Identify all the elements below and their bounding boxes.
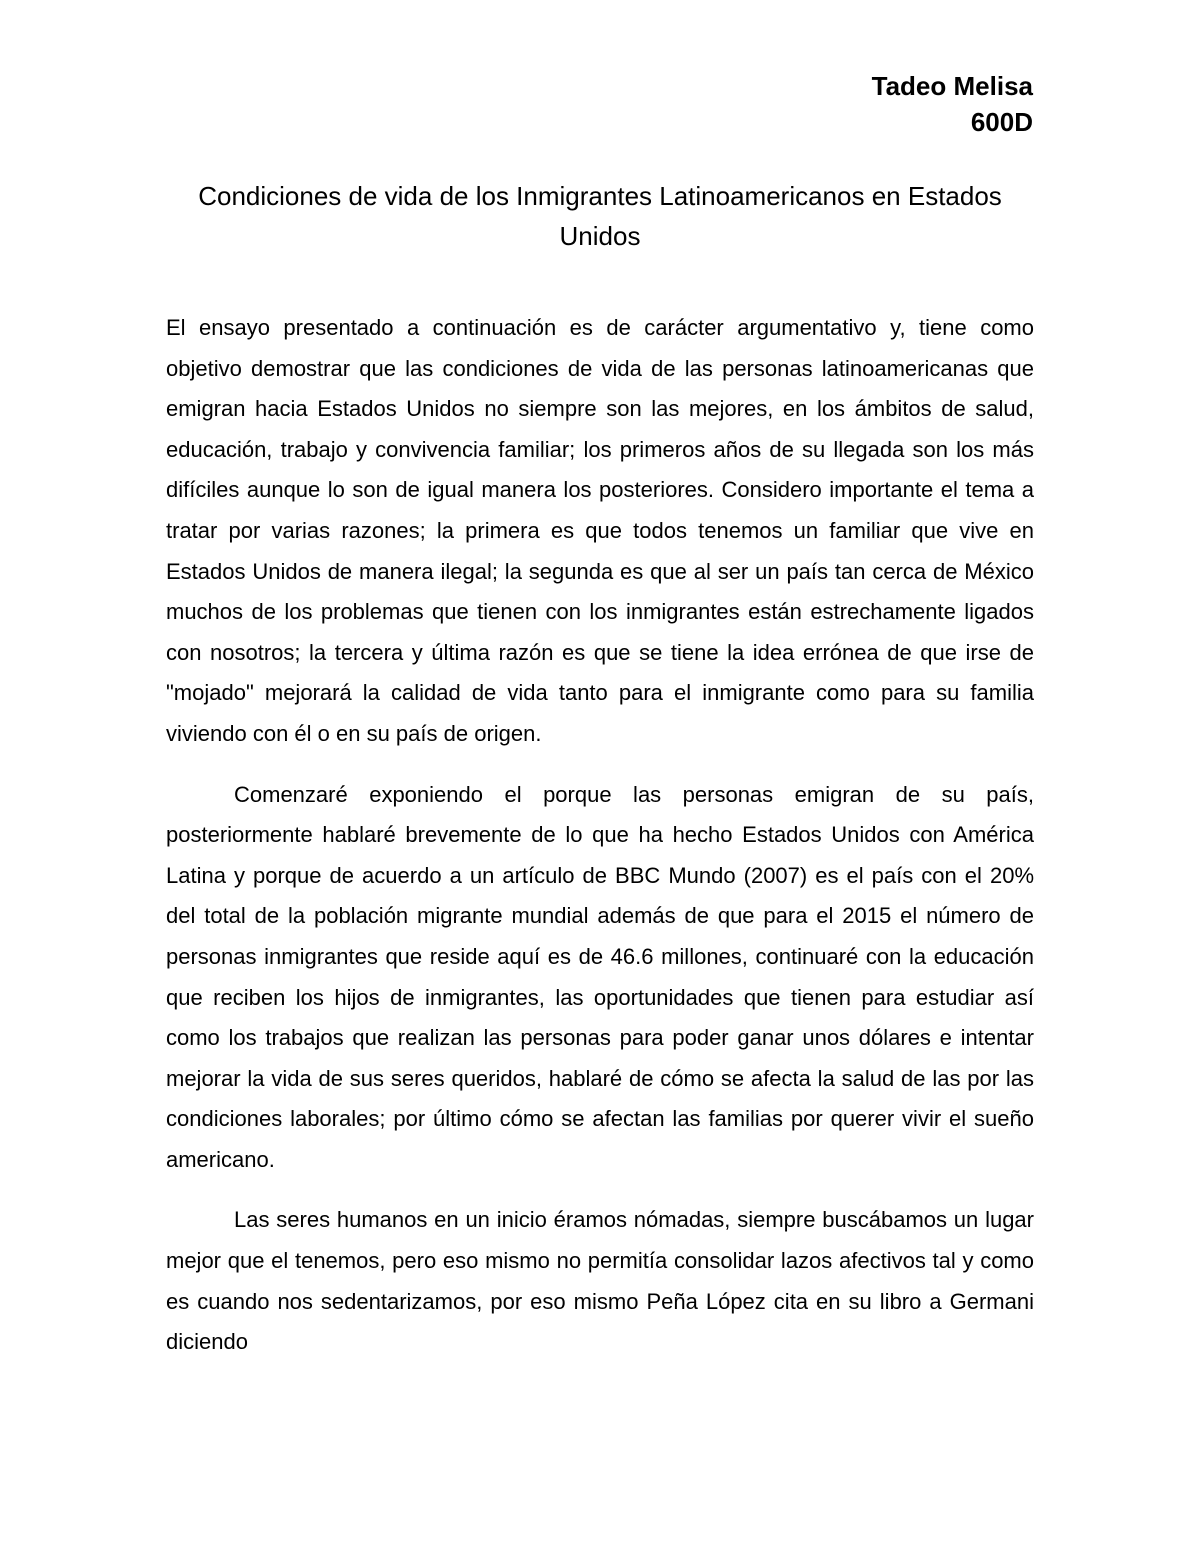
paragraph-history: Las seres humanos en un inicio éramos nómadas, siempre buscábamos un lugar mejor que el tenemos, pero eso mismo no permitía consolidar lazos afectivos tal y como es cuando nos sedentarizamos, por eso mismo Peña López cita en su libro a Germani diciendo (166, 1207, 1034, 1355)
paragraph-outline: Comenzaré exponiendo el porque las personas emigran de su país, posteriormente hablaré brevemente de lo que ha hecho Estados Unidos con América Latina y porque de acuerdo a un artículo de BBC Mundo (2007) es el país con el 20% del total de la población migrante mundial además de que para el 2015 el número de personas inmigrantes que reside aquí es de 46.6 millones, continuaré con la educación que reciben los hijos de inmigrantes, las oportunidades que tienen para estudiar así como los trabajos que realizan las personas para poder ganar unos dólares e intentar mejorar la vida de sus seres queridos, hablaré de cómo se afecta la salud de las por las condiciones laborales; por último cómo se afectan las familias por querer vivir el sueño americano. (166, 781, 1034, 1172)
document-title: Condiciones de vida de los Inmigrantes Latinoamericanos en Estados Unidos (198, 181, 1002, 251)
document-body (166, 308, 1034, 1383)
paragraph-intro: El ensayo presentado a continuación es de carácter argumentativo y, tiene como objetivo demostrar que las condiciones de vida de las personas latinoamericanas que emigran hacia Estados Unidos no siempre son las mejores, en los ámbitos de salud, educación, trabajo y convivencia familiar; los primeros años de su llegada son los más difíciles aunque lo son de igual manera los posteriores. Considero importante el tema a tratar por varias razones; la primera es que todos tenemos un familiar que vive en Estados Unidos de manera ilegal; la segunda es que al ser un país tan cerca de México muchos de los problemas que tienen con los inmigrantes están estrechamente ligados con nosotros; la tercera y última razón es que se tiene la idea errónea de que irse de "mojado" mejorará la calidad de vida tanto para el inmigrante como para su familia viviendo con él o en su país de origen. (166, 315, 1034, 746)
author-block (872, 68, 1033, 140)
group-code: 600D (970, 107, 1033, 137)
author-name: Tadeo Melisa (871, 71, 1033, 101)
